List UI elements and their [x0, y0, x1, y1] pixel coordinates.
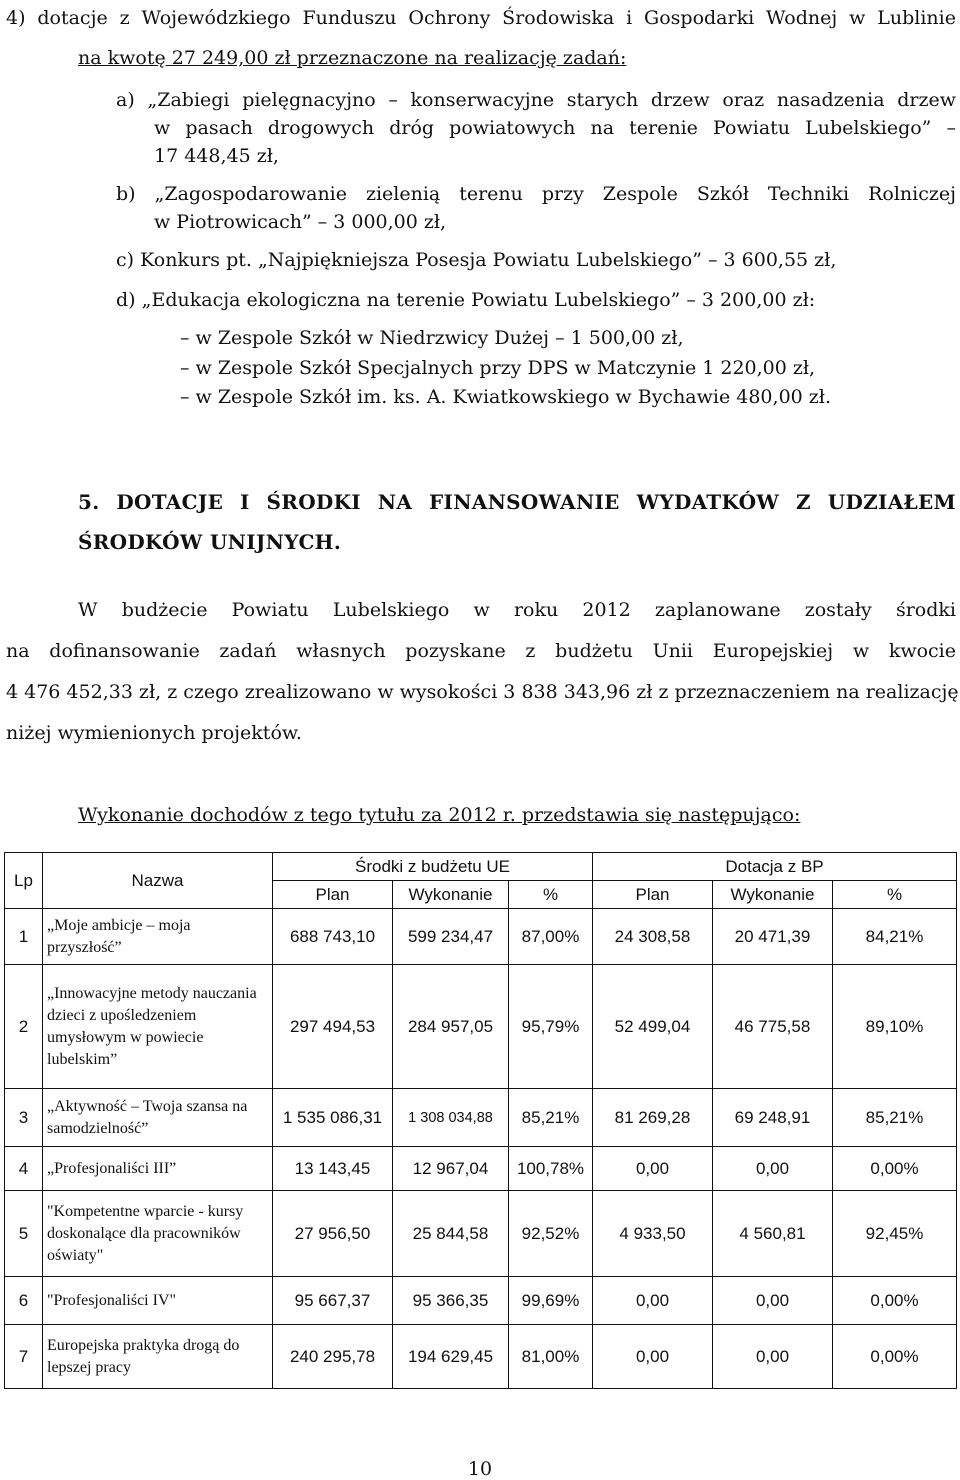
- cell-ue-plan: 297 494,53: [273, 965, 393, 1089]
- cell-bp-plan: 0,00: [593, 1147, 713, 1191]
- table-row: [5, 1325, 957, 1389]
- header-ue-wykonanie: Wykonanie: [393, 881, 509, 909]
- projects-table: [4, 852, 957, 1389]
- header-ue-plan: Plan: [273, 881, 393, 909]
- section5-heading-line2: ŚRODKÓW UNIJNYCH.: [78, 530, 342, 554]
- cell-ue-pct: 87,00%: [509, 909, 593, 965]
- cell-bp-wykonanie: 0,00: [713, 1325, 833, 1389]
- cell-ue-plan: 240 295,78: [273, 1325, 393, 1389]
- cell-ue-wykonanie: 194 629,45: [393, 1325, 509, 1389]
- page-number: 10: [467, 1458, 493, 1480]
- cell-bp-wykonanie: 69 248,91: [713, 1089, 833, 1147]
- header-lp: Lp: [5, 853, 43, 909]
- cell-ue-wykonanie: 284 957,05: [393, 965, 509, 1089]
- cell-name: „Innowacyjne metody nauczania dzieci z upośledzeniem umysłowym w powiecie lubelskim”: [43, 965, 273, 1089]
- item-d-sub-3: – w Zespole Szkół im. ks. A. Kwiatkowskiego w Bychawie 480,00 zł.: [180, 386, 831, 408]
- item-d-line1: d) „Edukacja ekologiczna na terenie Powiatu Lubelskiego” – 3 200,00 zł:: [116, 289, 816, 311]
- cell-lp: 6: [5, 1277, 43, 1325]
- cell-bp-plan: 52 499,04: [593, 965, 713, 1089]
- cell-name: "Kompetentne wparcie - kursy doskonalące dla pracowników oświaty": [43, 1191, 273, 1277]
- cell-bp-pct: 0,00%: [833, 1277, 957, 1325]
- cell-lp: 3: [5, 1089, 43, 1147]
- item-b-line2: w Piotrowicach” – 3 000,00 zł,: [154, 211, 447, 233]
- item-c-line1: c) Konkurs pt. „Najpiękniejsza Posesja Powiatu Lubelskiego” – 3 600,55 zł,: [116, 249, 837, 271]
- cell-bp-pct: 85,21%: [833, 1089, 957, 1147]
- header-bp-pct: %: [833, 881, 957, 909]
- cell-ue-plan: 688 743,10: [273, 909, 393, 965]
- item-a-line3: 17 448,45 zł,: [154, 145, 279, 167]
- item-d-sub-1: – w Zespole Szkół w Niedrzwicy Dużej – 1 500,00 zł,: [180, 327, 684, 349]
- cell-bp-plan: 24 308,58: [593, 909, 713, 965]
- cell-ue-wykonanie: 95 366,35: [393, 1277, 509, 1325]
- cell-ue-wykonanie: 599 234,47: [393, 909, 509, 965]
- cell-ue-pct: 81,00%: [509, 1325, 593, 1389]
- cell-ue-pct: 95,79%: [509, 965, 593, 1089]
- section5-para-line4: niżej wymienionych projektów.: [6, 722, 302, 744]
- cell-ue-pct: 100,78%: [509, 1147, 593, 1191]
- cell-bp-wykonanie: 20 471,39: [713, 909, 833, 965]
- cell-lp: 2: [5, 965, 43, 1089]
- item-b-line1: b) „Zagospodarowanie zielenią terenu przy Zespole Szkół Techniki Rolniczej: [116, 183, 956, 205]
- table-caption: Wykonanie dochodów z tego tytułu za 2012 r. przedstawia się następująco:: [78, 804, 801, 826]
- cell-bp-pct: 84,21%: [833, 909, 957, 965]
- item-a-line1: a) „Zabiegi pielęgnacyjno – konserwacyjne starych drzew oraz nasadzenia drzew: [116, 89, 956, 111]
- table-row: [5, 965, 957, 1089]
- cell-ue-plan: 1 535 086,31: [273, 1089, 393, 1147]
- section5-para-line2: na dofinansowanie zadań własnych pozyskane z budżetu Unii Europejskiej w kwocie: [6, 640, 956, 662]
- cell-bp-wykonanie: 0,00: [713, 1277, 833, 1325]
- cell-bp-wykonanie: 4 560,81: [713, 1191, 833, 1277]
- section5-para-line1: W budżecie Powiatu Lubelskiego w roku 2012 zaplanowane zostały środki: [78, 599, 956, 621]
- section5-para-line3: 4 476 452,33 zł, z czego zrealizowano w wysokości 3 838 343,96 zł z przeznaczeniem na realizację: [6, 681, 959, 703]
- cell-ue-plan: 27 956,50: [273, 1191, 393, 1277]
- table-row: [5, 1277, 957, 1325]
- table-row: [5, 1147, 957, 1191]
- table-row: [5, 909, 957, 965]
- cell-bp-pct: 0,00%: [833, 1147, 957, 1191]
- cell-lp: 4: [5, 1147, 43, 1191]
- cell-ue-wykonanie: 25 844,58: [393, 1191, 509, 1277]
- cell-name: „Aktywność – Twoja szansa na samodzielność”: [43, 1089, 273, 1147]
- cell-bp-plan: 4 933,50: [593, 1191, 713, 1277]
- cell-ue-wykonanie: 12 967,04: [393, 1147, 509, 1191]
- header-ue-pct: %: [509, 881, 593, 909]
- header-bp-wykonanie: Wykonanie: [713, 881, 833, 909]
- cell-name: Europejska praktyka drogą do lepszej pracy: [43, 1325, 273, 1389]
- header-name: Nazwa: [43, 853, 273, 909]
- cell-bp-pct: 89,10%: [833, 965, 957, 1089]
- list4-intro-line2: na kwotę 27 249,00 zł przeznaczone na realizację zadań:: [78, 47, 627, 69]
- cell-name: „Moje ambicje – moja przyszłość”: [43, 909, 273, 965]
- cell-bp-plan: 81 269,28: [593, 1089, 713, 1147]
- cell-lp: 7: [5, 1325, 43, 1389]
- table-row: [5, 1191, 957, 1277]
- cell-name: „Profesjonaliści III”: [43, 1147, 273, 1191]
- cell-bp-wykonanie: 46 775,58: [713, 965, 833, 1089]
- cell-lp: 1: [5, 909, 43, 965]
- cell-ue-wykonanie: 1 308 034,88: [393, 1089, 509, 1147]
- cell-ue-pct: 85,21%: [509, 1089, 593, 1147]
- header-group-bp: Dotacja z BP: [593, 853, 957, 881]
- cell-name: "Profesjonaliści IV": [43, 1277, 273, 1325]
- cell-ue-plan: 95 667,37: [273, 1277, 393, 1325]
- cell-ue-plan: 13 143,45: [273, 1147, 393, 1191]
- item-d-sub-2: – w Zespole Szkół Specjalnych przy DPS w Matczynie 1 220,00 zł,: [180, 357, 816, 379]
- table-row: [5, 1089, 957, 1147]
- cell-bp-wykonanie: 0,00: [713, 1147, 833, 1191]
- cell-bp-pct: 92,45%: [833, 1191, 957, 1277]
- header-bp-plan: Plan: [593, 881, 713, 909]
- cell-ue-pct: 92,52%: [509, 1191, 593, 1277]
- item-a-line2: w pasach drogowych dróg powiatowych na terenie Powiatu Lubelskiego” –: [154, 117, 956, 139]
- section5-heading-line1: 5. DOTACJE I ŚRODKI NA FINANSOWANIE WYDATKÓW Z UDZIAŁEM: [78, 490, 956, 514]
- cell-lp: 5: [5, 1191, 43, 1277]
- header-group-ue: Środki z budżetu UE: [273, 853, 593, 881]
- list4-intro-line1: 4) dotacje z Wojewódzkiego Funduszu Ochrony Środowiska i Gospodarki Wodnej w Lublinie: [6, 7, 956, 29]
- cell-ue-pct: 99,69%: [509, 1277, 593, 1325]
- cell-bp-plan: 0,00: [593, 1325, 713, 1389]
- cell-bp-plan: 0,00: [593, 1277, 713, 1325]
- cell-bp-pct: 0,00%: [833, 1325, 957, 1389]
